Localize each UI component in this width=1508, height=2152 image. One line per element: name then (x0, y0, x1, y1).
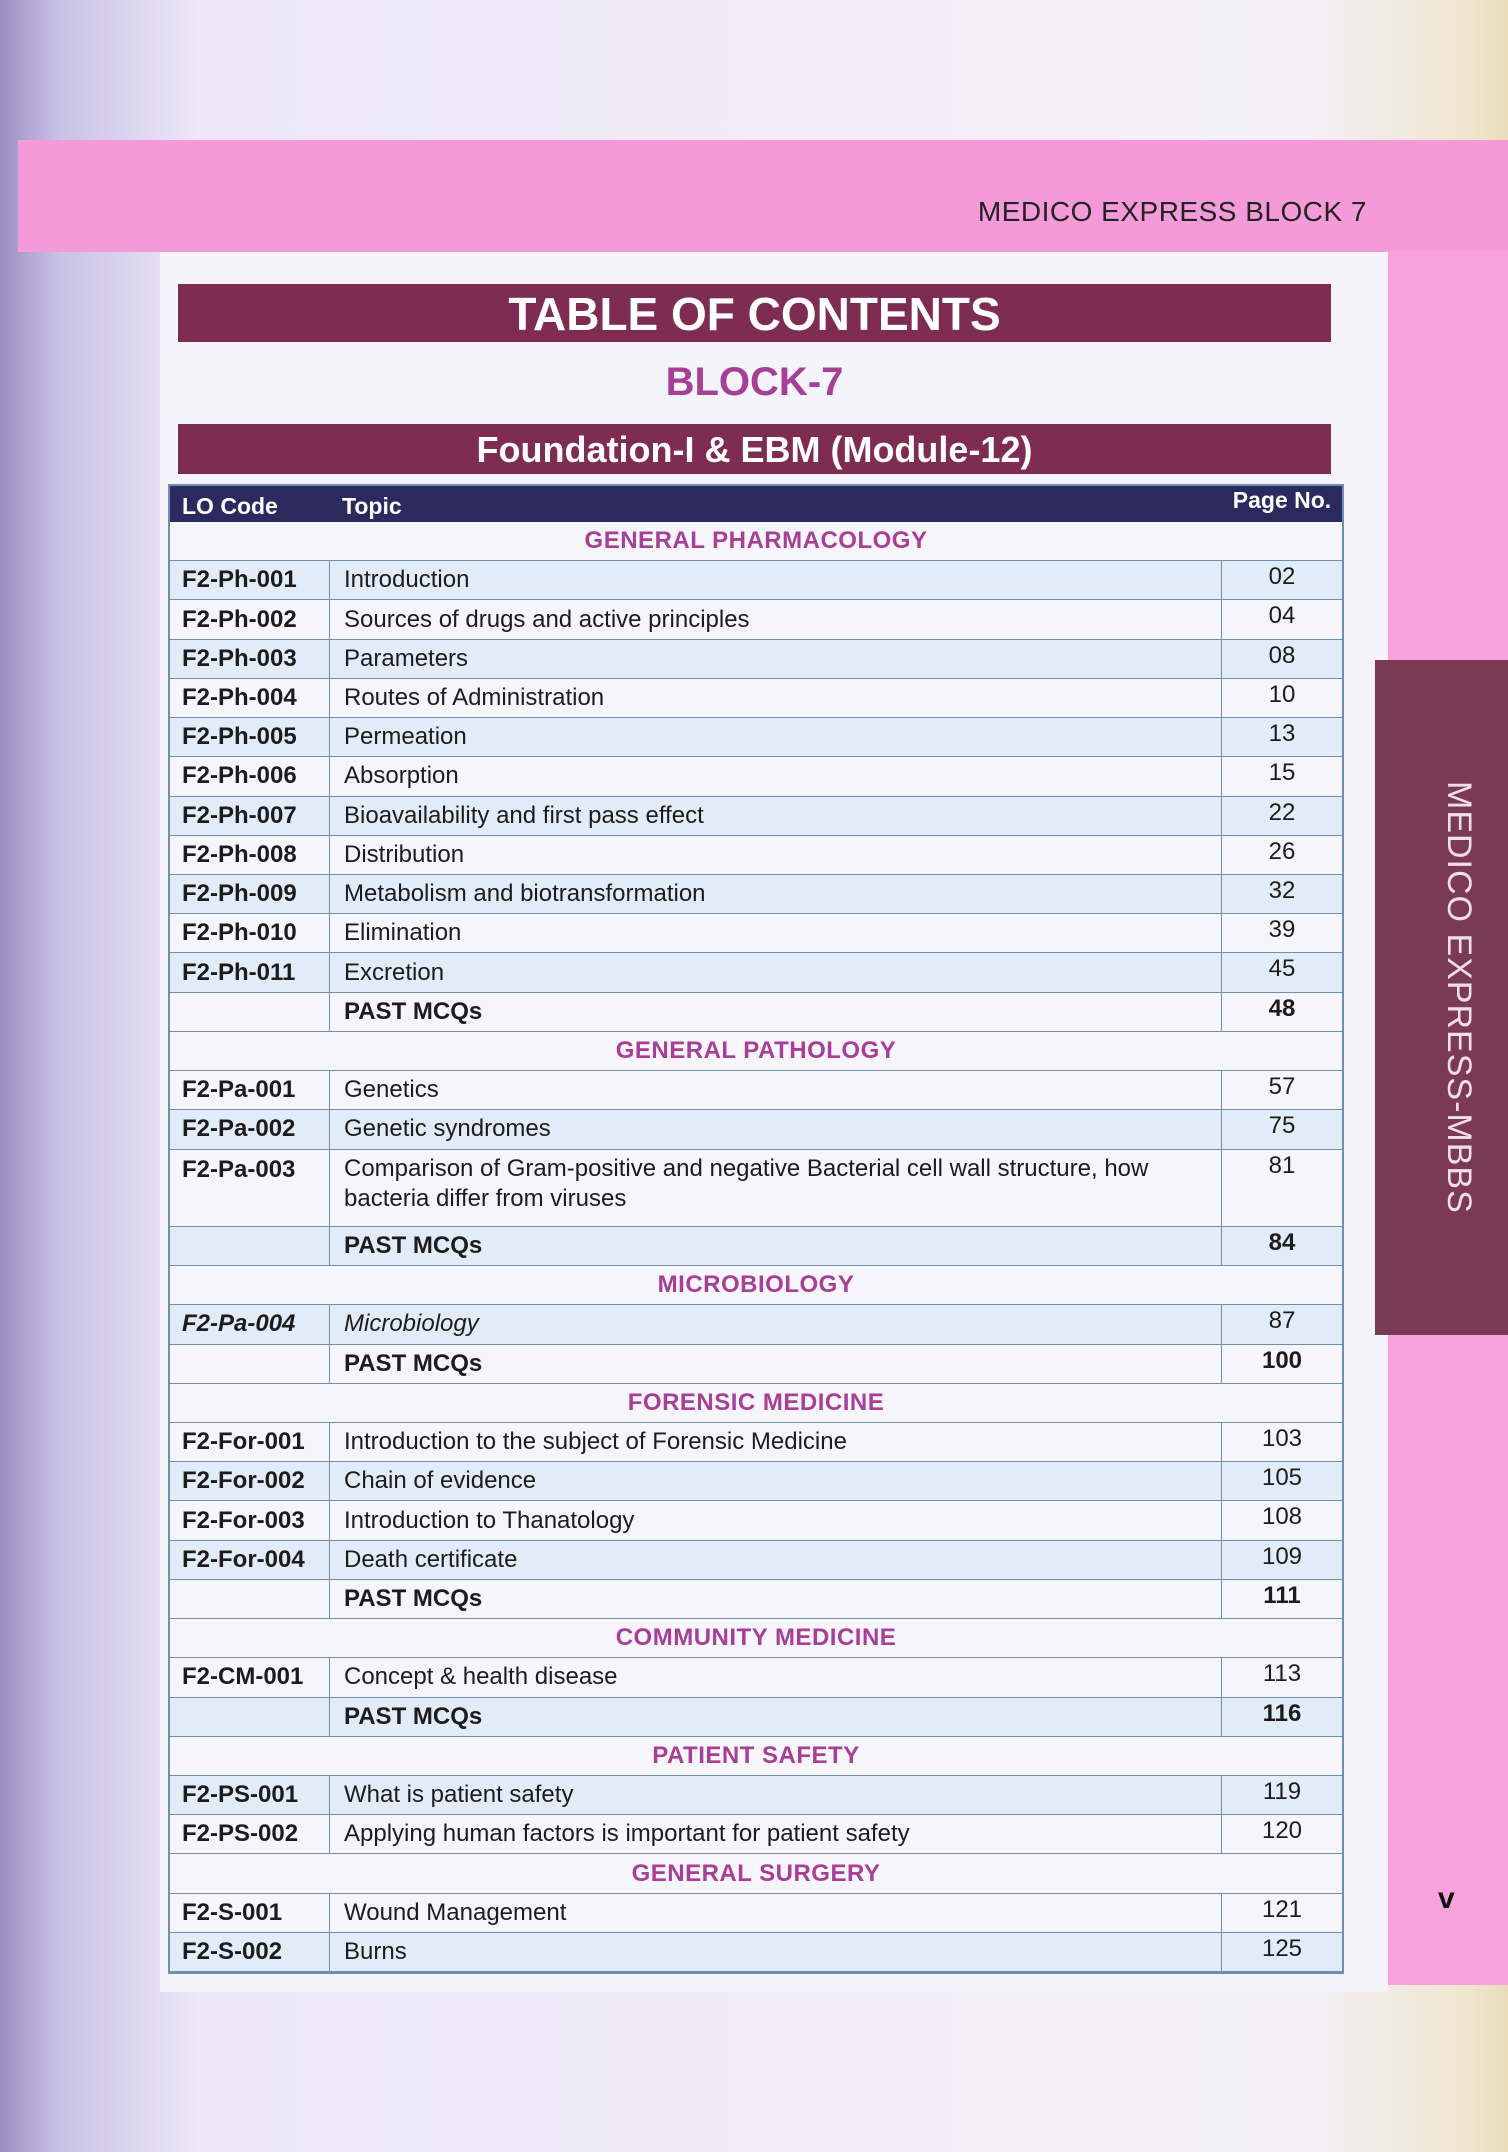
topic: PAST MCQs (330, 993, 1222, 1031)
page-no: 57 (1268, 1073, 1296, 1101)
topic: Comparison of Gram-positive and negative Bacterial cell wall structure, how bacteria differ from viruses (330, 1150, 1222, 1226)
past-mcqs-row (170, 1345, 1342, 1384)
lo-code: F2-PS-001 (170, 1776, 330, 1814)
header-page-no: Page No. (1232, 487, 1332, 513)
topic: Applying human factors is important for patient safety (330, 1815, 1222, 1853)
table-row (170, 600, 1342, 639)
topic: Permeation (330, 718, 1222, 756)
lo-code: F2-For-002 (170, 1462, 330, 1500)
page-no: 116 (1262, 1699, 1302, 1727)
page-no: 45 (1268, 955, 1296, 983)
section-heading: PATIENT SAFETY (170, 1737, 1342, 1776)
table-row (170, 1110, 1342, 1149)
lo-code (170, 1698, 330, 1736)
page-no: 120 (1261, 1817, 1303, 1845)
lo-code: F2-Ph-008 (170, 836, 330, 874)
lo-code: F2-Ph-003 (170, 640, 330, 678)
section-heading: GENERAL PHARMACOLOGY (170, 522, 1342, 561)
lo-code: F2-CM-001 (170, 1658, 330, 1696)
table-row (170, 1071, 1342, 1110)
section-heading: GENERAL SURGERY (170, 1854, 1342, 1893)
topic: Death certificate (330, 1541, 1222, 1579)
lo-code: F2-Ph-004 (170, 679, 330, 717)
table-row (170, 679, 1342, 718)
topic: Elimination (330, 914, 1222, 952)
topic: Parameters (330, 640, 1222, 678)
table-row (170, 1933, 1342, 1972)
module-title-banner: Foundation-I & EBM (Module-12) (178, 424, 1331, 474)
table-row (170, 1423, 1342, 1462)
page-no: 13 (1268, 720, 1296, 748)
topic: Bioavailability and first pass effect (330, 797, 1222, 835)
table-header (170, 486, 1342, 522)
lo-code: F2-S-001 (170, 1894, 330, 1932)
page-no: 26 (1268, 837, 1296, 865)
lo-code: F2-Ph-006 (170, 757, 330, 795)
page-no: 02 (1268, 563, 1296, 591)
page-no: 22 (1268, 798, 1296, 826)
page-no: 84 (1268, 1228, 1296, 1256)
page-no: 103 (1261, 1425, 1303, 1453)
page-no: 121 (1261, 1895, 1303, 1923)
lo-code: F2-Ph-007 (170, 797, 330, 835)
toc-title-banner: TABLE OF CONTENTS (178, 284, 1331, 342)
topic: PAST MCQs (330, 1580, 1222, 1618)
page-no: 32 (1268, 876, 1296, 904)
lo-code (170, 1345, 330, 1383)
header-topic: Topic (342, 493, 402, 519)
page-no: 105 (1261, 1464, 1303, 1492)
topic: Wound Management (330, 1894, 1222, 1932)
table-row (170, 1894, 1342, 1933)
page-no: 113 (1262, 1660, 1302, 1688)
running-head: MEDICO EXPRESS BLOCK 7 (977, 196, 1367, 227)
topic: PAST MCQs (330, 1698, 1222, 1736)
page-no: 87 (1268, 1307, 1296, 1335)
lo-code (170, 1227, 330, 1265)
page-no: 81 (1268, 1151, 1296, 1179)
table-row (170, 914, 1342, 953)
lo-code: F2-Ph-010 (170, 914, 330, 952)
lo-code: F2-Ph-001 (170, 561, 330, 599)
topic: Sources of drugs and active principles (330, 600, 1222, 638)
lo-code: F2-Pa-002 (170, 1110, 330, 1148)
page-no: 100 (1261, 1346, 1303, 1374)
topic: Chain of evidence (330, 1462, 1222, 1500)
topic: Routes of Administration (330, 679, 1222, 717)
page-no: 15 (1268, 759, 1296, 787)
topic: Genetics (330, 1071, 1222, 1109)
lo-code: F2-Pa-004 (170, 1305, 330, 1343)
table-row (170, 1776, 1342, 1815)
table-row (170, 1501, 1342, 1540)
past-mcqs-row (170, 1227, 1342, 1266)
page-no: 75 (1268, 1112, 1296, 1140)
topic: Distribution (330, 836, 1222, 874)
past-mcqs-row (170, 993, 1342, 1032)
page-no: 39 (1268, 916, 1296, 944)
page-no: 10 (1268, 680, 1296, 708)
table-row (170, 797, 1342, 836)
section-heading: GENERAL PATHOLOGY (170, 1032, 1342, 1071)
page-no: 119 (1262, 1778, 1302, 1805)
block-title: BLOCK-7 (665, 360, 844, 404)
topic: Microbiology (330, 1305, 1222, 1343)
lo-code: F2-Pa-003 (170, 1150, 330, 1226)
lo-code: F2-Pa-001 (170, 1071, 330, 1109)
toc-table (168, 484, 1344, 1974)
table-row (170, 1305, 1342, 1344)
lo-code: F2-Ph-005 (170, 718, 330, 756)
section-heading: FORENSIC MEDICINE (170, 1384, 1342, 1423)
topic: Genetic syndromes (330, 1110, 1222, 1148)
topic: Metabolism and biotransformation (330, 875, 1222, 913)
lo-code: F2-For-003 (170, 1501, 330, 1539)
lo-code: F2-Ph-002 (170, 600, 330, 638)
table-row (170, 1658, 1342, 1697)
topic: PAST MCQs (330, 1227, 1222, 1265)
page-no: 08 (1268, 641, 1296, 669)
lo-code: F2-For-004 (170, 1541, 330, 1579)
page-no: 111 (1263, 1581, 1301, 1609)
past-mcqs-row (170, 1698, 1342, 1737)
lo-code (170, 993, 330, 1031)
lo-code: F2-Ph-011 (170, 953, 330, 991)
header-lo-code: LO Code (182, 493, 278, 519)
past-mcqs-row (170, 1580, 1342, 1619)
topic: What is patient safety (330, 1776, 1222, 1814)
table-row (170, 1815, 1342, 1854)
topic: PAST MCQs (330, 1345, 1222, 1383)
table-row (170, 836, 1342, 875)
topic: Excretion (330, 953, 1222, 991)
section-heading: MICROBIOLOGY (170, 1266, 1342, 1305)
lo-code: F2-For-001 (170, 1423, 330, 1461)
table-row (170, 757, 1342, 796)
table-row (170, 953, 1342, 992)
lo-code: F2-Ph-009 (170, 875, 330, 913)
section-heading: COMMUNITY MEDICINE (170, 1619, 1342, 1658)
table-row (170, 1462, 1342, 1501)
topic: Introduction (330, 561, 1222, 599)
page-no: 48 (1268, 994, 1296, 1022)
table-row (170, 718, 1342, 757)
topic: Absorption (330, 757, 1222, 795)
page-no: 109 (1261, 1542, 1303, 1570)
table-row (170, 640, 1342, 679)
page-number: v (1438, 1882, 1455, 1915)
topic: Introduction to the subject of Forensic Medicine (330, 1423, 1222, 1461)
topic: Concept & health disease (330, 1658, 1222, 1696)
page-no: 108 (1261, 1503, 1303, 1531)
table-row (170, 875, 1342, 914)
table-row (170, 1541, 1342, 1580)
lo-code: F2-S-002 (170, 1933, 330, 1971)
lo-code: F2-PS-002 (170, 1815, 330, 1853)
topic: Introduction to Thanatology (330, 1501, 1222, 1539)
lo-code (170, 1580, 330, 1618)
table-row (170, 1150, 1342, 1227)
side-tab-label: MEDICO EXPRESS-MBBS (1440, 781, 1478, 1214)
page-no: 04 (1268, 602, 1296, 630)
table-row (170, 561, 1342, 600)
topic: Burns (330, 1933, 1222, 1971)
page-no: 125 (1261, 1934, 1303, 1962)
